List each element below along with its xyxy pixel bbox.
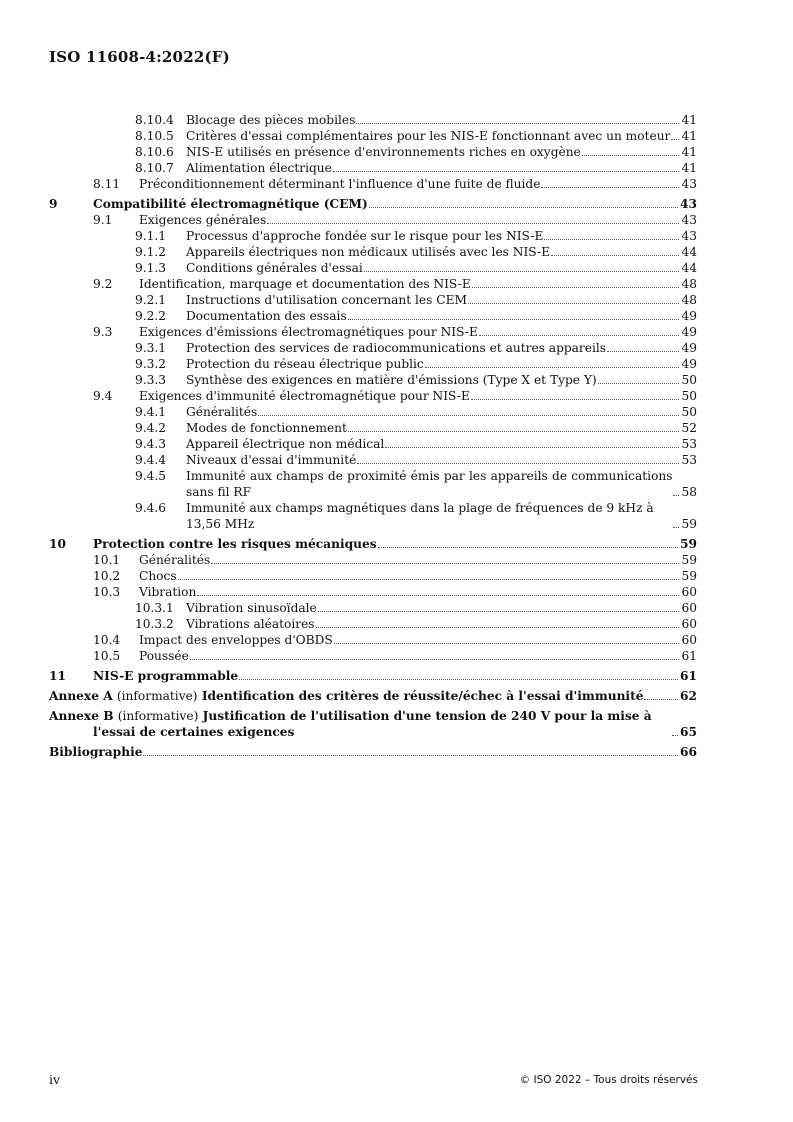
- leader-dots: [425, 367, 680, 368]
- toc-page: 43: [681, 229, 697, 243]
- toc-page: 41: [681, 129, 697, 143]
- leader-dots: [644, 699, 678, 700]
- toc-number: 10.2: [93, 569, 121, 583]
- toc-page: 49: [681, 309, 697, 323]
- leader-dots: [258, 415, 679, 416]
- toc-number: 11: [49, 669, 66, 683]
- toc-entry-9-4-5[interactable]: [49, 468, 697, 500]
- toc-entry-9-4-4[interactable]: [49, 452, 697, 468]
- toc-number: 9.1.3: [135, 261, 167, 275]
- toc-label: Blocage des pièces mobiles: [186, 113, 356, 127]
- toc-entry-9-2-1[interactable]: [49, 292, 697, 308]
- footer-copyright: © ISO 2022 – Tous droits réservés: [519, 1074, 698, 1086]
- toc-number: 9: [49, 197, 58, 211]
- toc-label: Chocs: [139, 569, 177, 583]
- toc-page: 44: [681, 261, 697, 275]
- toc-page: 62: [680, 689, 697, 703]
- toc-number: 9.2: [93, 277, 113, 291]
- toc-page: 53: [681, 453, 697, 467]
- toc-label: Généralités: [139, 553, 211, 567]
- toc-label: NIS-E programmable: [93, 669, 239, 683]
- toc-page: 61: [681, 649, 697, 663]
- toc-label: Vibration sinusoïdale: [186, 601, 317, 615]
- toc-entry-9-4-2[interactable]: [49, 420, 697, 436]
- annex-qualifier: (informative): [117, 709, 199, 723]
- leader-dots: [468, 303, 680, 304]
- leader-dots: [671, 139, 679, 140]
- toc-page: 43: [681, 213, 697, 227]
- leader-dots: [357, 463, 679, 464]
- leader-dots: [334, 643, 680, 644]
- toc-label: Protection contre les risques mécaniques: [93, 537, 377, 551]
- toc-label: Instructions d'utilisation concernant les CEM: [186, 293, 467, 307]
- document-header-title: ISO 11608-4:2022(F): [49, 48, 230, 66]
- toc-entry-10[interactable]: [49, 536, 697, 552]
- toc-entry-9-3-2[interactable]: [49, 356, 697, 372]
- leader-dots: [267, 223, 679, 224]
- toc-page: 41: [681, 145, 697, 159]
- leader-dots: [178, 579, 680, 580]
- toc-entry-11[interactable]: [49, 668, 697, 684]
- toc-label: Compatibilité électromagnétique (CEM): [93, 197, 368, 211]
- toc-label: Généralités: [186, 405, 258, 419]
- toc-label: Conditions générales d'essai: [186, 261, 363, 275]
- leader-dots: [356, 123, 679, 124]
- toc-number: 10: [49, 537, 66, 551]
- toc-entry-9-1-3[interactable]: [49, 260, 697, 276]
- toc-number: 10.3: [93, 585, 121, 599]
- toc-label: Processus d'approche fondée sur le risque pour les NIS-E: [186, 229, 544, 243]
- toc-page: 49: [681, 325, 697, 339]
- toc-page: 65: [680, 725, 697, 739]
- toc-number: 9.2.1: [135, 293, 167, 307]
- leader-dots: [316, 627, 680, 628]
- leader-dots: [607, 351, 679, 352]
- toc-page: 59: [680, 537, 697, 551]
- leader-dots: [672, 735, 678, 736]
- toc-number: 10.4: [93, 633, 121, 647]
- toc-entry-9-1[interactable]: [49, 212, 697, 228]
- toc-page: 66: [680, 745, 697, 759]
- toc-entry-9-3[interactable]: [49, 324, 697, 340]
- toc-entry-9-2-2[interactable]: [49, 308, 697, 324]
- toc-label: Identification des critères de réussite/échec à l'essai d'immunité: [201, 689, 644, 703]
- toc-page: 50: [681, 405, 697, 419]
- toc-entry-annex-a[interactable]: [49, 688, 697, 704]
- toc-number: 9.1.1: [135, 229, 167, 243]
- toc-label: Exigences d'immunité électromagnétique pour NIS-E: [139, 389, 470, 403]
- toc-page: 43: [681, 177, 697, 191]
- toc-number: 9.4: [93, 389, 113, 403]
- toc-page: 49: [681, 341, 697, 355]
- toc-number: 9.3.1: [135, 341, 167, 355]
- leader-dots: [551, 255, 679, 256]
- leader-dots: [364, 271, 680, 272]
- toc-page: 60: [681, 633, 697, 647]
- toc-label: Documentation des essais: [186, 309, 347, 323]
- toc-label: Bibliographie: [49, 745, 143, 759]
- toc-label: Préconditionnement déterminant l'influence d'une fuite de fluide: [139, 177, 541, 191]
- toc-entry-10-2[interactable]: [49, 568, 697, 584]
- toc-number: 9.3: [93, 325, 113, 339]
- toc-label: Appareil électrique non médical: [186, 437, 385, 451]
- toc-number: 9.4.3: [135, 437, 167, 451]
- annex-prefix: Annexe B: [49, 709, 114, 723]
- toc-number: 8.11: [93, 177, 121, 191]
- leader-dots: [471, 399, 680, 400]
- annex-qualifier: (informative): [116, 689, 198, 703]
- leader-dots: [318, 611, 680, 612]
- toc-entry-10-3-2[interactable]: [49, 616, 697, 632]
- toc-page: 41: [681, 161, 697, 175]
- toc-label: Immunité aux champs de proximité émis par les appareils de communications sans fil RF: [186, 469, 673, 499]
- toc-entry-10-3[interactable]: [49, 584, 697, 600]
- toc-page: 52: [681, 421, 697, 435]
- toc-number: 9.4.6: [135, 501, 167, 515]
- toc-page: 60: [681, 585, 697, 599]
- toc-page: 43: [680, 197, 697, 211]
- toc-entry-10-4[interactable]: [49, 632, 697, 648]
- toc-entry-8-11[interactable]: [49, 176, 697, 192]
- toc-label: Protection du réseau électrique public: [186, 357, 424, 371]
- toc-entry-10-3-1[interactable]: [49, 600, 697, 616]
- leader-dots: [385, 447, 679, 448]
- toc-number: 9.1: [93, 213, 113, 227]
- leader-dots: [582, 155, 680, 156]
- toc-page: 59: [681, 569, 697, 583]
- toc-page: 60: [681, 601, 697, 615]
- leader-dots: [479, 335, 680, 336]
- toc-number: 9.3.2: [135, 357, 167, 371]
- toc-number: 9.4.2: [135, 421, 167, 435]
- toc-label: Poussée: [139, 649, 189, 663]
- toc-page: 48: [681, 293, 697, 307]
- toc-page: 59: [681, 553, 697, 567]
- leader-dots: [190, 659, 680, 660]
- toc-label: Protection des services de radiocommunications et autres appareils: [186, 341, 607, 355]
- toc-entry-8-10-4[interactable]: [49, 112, 697, 128]
- leader-dots: [378, 547, 678, 548]
- footer-page-number: iv: [49, 1072, 61, 1087]
- leader-dots: [541, 187, 679, 188]
- toc-page: 41: [681, 113, 697, 127]
- toc-entry-bibliography[interactable]: [49, 744, 697, 760]
- table-of-contents: [49, 112, 697, 760]
- toc-entry-8-10-5[interactable]: [49, 128, 697, 144]
- toc-label: Identification, marquage et documentation des NIS-E: [139, 277, 471, 291]
- toc-page: 53: [681, 437, 697, 451]
- leader-dots: [544, 239, 679, 240]
- toc-entry-9-4-1[interactable]: [49, 404, 697, 420]
- toc-page: 59: [681, 517, 697, 531]
- leader-dots: [211, 563, 679, 564]
- toc-page: 61: [680, 669, 697, 683]
- toc-entry-9-4-3[interactable]: [49, 436, 697, 452]
- leader-dots: [348, 431, 680, 432]
- leader-dots: [239, 679, 678, 680]
- toc-label: Critères d'essai complémentaires pour les NIS-E fonctionnant avec un moteur: [186, 129, 671, 143]
- toc-number: 9.2.2: [135, 309, 167, 323]
- toc-number: 10.3.2: [135, 617, 174, 631]
- leader-dots: [598, 383, 680, 384]
- leader-dots: [673, 527, 679, 528]
- toc-label: Justification de l'utilisation d'une tension de 240 V pour la mise à l'essai de certaines exigences: [93, 709, 652, 739]
- toc-label: Alimentation électrique: [186, 161, 332, 175]
- toc-number: 10.3.1: [135, 601, 174, 615]
- toc-number: 8.10.5: [135, 129, 174, 143]
- toc-entry-9-2[interactable]: [49, 276, 697, 292]
- toc-entry-annex-b[interactable]: [49, 708, 697, 740]
- toc-number: 8.10.7: [135, 161, 174, 175]
- toc-page: 50: [681, 389, 697, 403]
- toc-entry-9-1-1[interactable]: [49, 228, 697, 244]
- toc-label: Niveaux d'essai d'immunité: [186, 453, 357, 467]
- toc-number: 9.4.5: [135, 469, 167, 483]
- toc-entry-10-1[interactable]: [49, 552, 697, 568]
- toc-label: Exigences d'émissions électromagnétiques pour NIS-E: [139, 325, 478, 339]
- annex-prefix: Annexe A: [49, 689, 113, 703]
- toc-entry-8-10-6[interactable]: [49, 144, 697, 160]
- toc-label: Vibrations aléatoires: [186, 617, 315, 631]
- toc-entry-9[interactable]: [49, 196, 697, 212]
- toc-label: NIS-E utilisés en présence d'environnements riches en oxygène: [186, 145, 581, 159]
- toc-entry-10-5[interactable]: [49, 648, 697, 664]
- toc-entry-9-1-2[interactable]: [49, 244, 697, 260]
- toc-entry-9-3-3[interactable]: [49, 372, 697, 388]
- toc-entry-9-4[interactable]: [49, 388, 697, 404]
- toc-label: Modes de fonctionnement: [186, 421, 347, 435]
- toc-page: 49: [681, 357, 697, 371]
- leader-dots: [348, 319, 680, 320]
- leader-dots: [197, 595, 679, 596]
- leader-dots: [369, 207, 678, 208]
- toc-page: 48: [681, 277, 697, 291]
- toc-number: 8.10.6: [135, 145, 174, 159]
- toc-label: Vibration: [139, 585, 197, 599]
- toc-label: Immunité aux champs magnétiques dans la plage de fréquences de 9 kHz à 13,56 MHz: [186, 501, 654, 531]
- leader-dots: [472, 287, 680, 288]
- toc-page: 50: [681, 373, 697, 387]
- toc-page: 60: [681, 617, 697, 631]
- toc-number: 8.10.4: [135, 113, 174, 127]
- toc-label: Appareils électriques non médicaux utilisés avec les NIS-E: [186, 245, 551, 259]
- leader-dots: [673, 495, 679, 496]
- toc-page: 44: [681, 245, 697, 259]
- toc-number: 10.1: [93, 553, 121, 567]
- toc-label: Impact des enveloppes d'OBDS: [139, 633, 333, 647]
- toc-number: 9.4.4: [135, 453, 167, 467]
- toc-entry-9-4-6[interactable]: [49, 500, 697, 532]
- leader-dots: [143, 755, 678, 756]
- toc-number: 9.4.1: [135, 405, 167, 419]
- toc-label: Synthèse des exigences en matière d'émissions (Type X et Type Y): [186, 373, 597, 387]
- toc-entry-9-3-1[interactable]: [49, 340, 697, 356]
- leader-dots: [333, 171, 680, 172]
- toc-label: Exigences générales: [139, 213, 267, 227]
- toc-page: 58: [681, 485, 697, 499]
- toc-number: 9.3.3: [135, 373, 167, 387]
- toc-number: 9.1.2: [135, 245, 167, 259]
- toc-number: 10.5: [93, 649, 121, 663]
- toc-entry-8-10-7[interactable]: [49, 160, 697, 176]
